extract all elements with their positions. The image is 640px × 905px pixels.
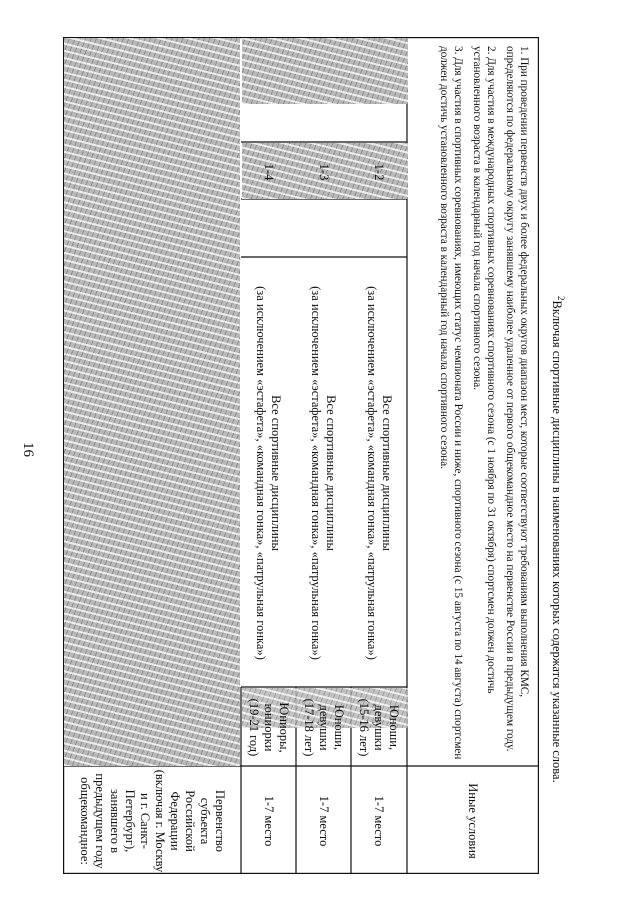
table-header-label xyxy=(63,767,241,875)
age-group-line: (19-21 год) xyxy=(247,698,261,757)
row2-discipline xyxy=(296,258,351,688)
row2-place: 1-7 место xyxy=(317,795,331,847)
age-group-line: девушки xyxy=(317,704,331,751)
header-line: Первенство xyxy=(213,790,227,852)
footnote-marker: 2 xyxy=(556,296,566,301)
header-line: Российской xyxy=(183,790,197,852)
discipline-line: Все спортивные дисциплины xyxy=(269,395,284,551)
row3-range: 1-2 xyxy=(372,163,387,181)
header-line: общекомандное: xyxy=(78,777,92,865)
age-group-line: Юноши, xyxy=(332,704,346,751)
age-group-line: девушки xyxy=(372,704,387,751)
age-group-line: (15-16 лет) xyxy=(357,698,372,757)
discipline-line: Все спортивные дисциплины xyxy=(324,395,339,551)
page-number: 16 xyxy=(20,442,36,457)
other-conditions-text xyxy=(407,40,534,767)
discipline-line: (за исключением «эстафета», «командная гонка», «патрульная гонка») xyxy=(365,286,379,660)
row3-discipline xyxy=(351,258,407,688)
age-group-line: Юниоры, xyxy=(277,702,291,753)
header-line: Петербург), xyxy=(123,789,137,853)
discipline-line: (за исключением «эстафета», «командная гонка», «патрульная гонка») xyxy=(254,286,269,660)
age-group-line: юниорки xyxy=(262,703,276,752)
row1-age-group xyxy=(241,688,296,767)
condition-item-3: 3. Для участия в спортивных соревнованиях, имеющих статус чемпионата России и ниже, спортивного сезона (с 15 августа по 14 августа) спортсмен должен достичь установленного возраста в календарный год начала спортивного сезона. xyxy=(438,46,464,760)
row1-place: 1-7 место xyxy=(262,795,276,847)
header-line: и г. Санкт- xyxy=(138,793,152,849)
footnote-text: Включая спортивные дисциплины в наименованиях которых содержатся указанные слова. xyxy=(549,300,564,783)
row1-discipline xyxy=(241,258,296,688)
condition-item-1: 1. При проведении первенств двух и более федеральных округов диапазон мест, которые соответствуют требованиям выполнения КМС, определяются по федеральному округу занявшему наиболее удаленное от первого общекомандное место на первенстве России в предыдущем году. xyxy=(504,46,530,752)
hatched-right-cells xyxy=(242,38,408,104)
row1-range: 1-4 xyxy=(262,163,276,181)
header-line: Федерации xyxy=(168,791,182,851)
row3-age-group xyxy=(351,688,407,767)
header-line: субъекта xyxy=(198,797,212,845)
header-line: занявшего в xyxy=(108,788,122,854)
header-line: (включая г. Москву xyxy=(153,769,167,873)
hatched-header-area xyxy=(64,38,240,766)
footnote xyxy=(549,296,566,783)
row3-place: 1-7 место xyxy=(372,795,387,847)
age-group-line: (17-18 лет) xyxy=(302,698,316,757)
row2-age-group xyxy=(296,688,351,767)
row2-range: 1-3 xyxy=(317,163,331,181)
discipline-line: Все спортивные дисциплины xyxy=(380,395,394,551)
age-group-line: Юноши, xyxy=(387,704,402,751)
condition-item-2: 2. Для участия в международных спортивных соревнованиях спортивного сезона (с 1 ноября по 31 октября) спортсмен должен достичь установленного возраста в календарный год начала спортивного сезона. xyxy=(471,46,497,694)
discipline-line: (за исключением «эстафета», «командная гонка», «патрульная гонка») xyxy=(309,286,324,660)
header-line: предыдущем году xyxy=(93,773,107,869)
other-conditions-label: Иные условия xyxy=(466,783,480,859)
